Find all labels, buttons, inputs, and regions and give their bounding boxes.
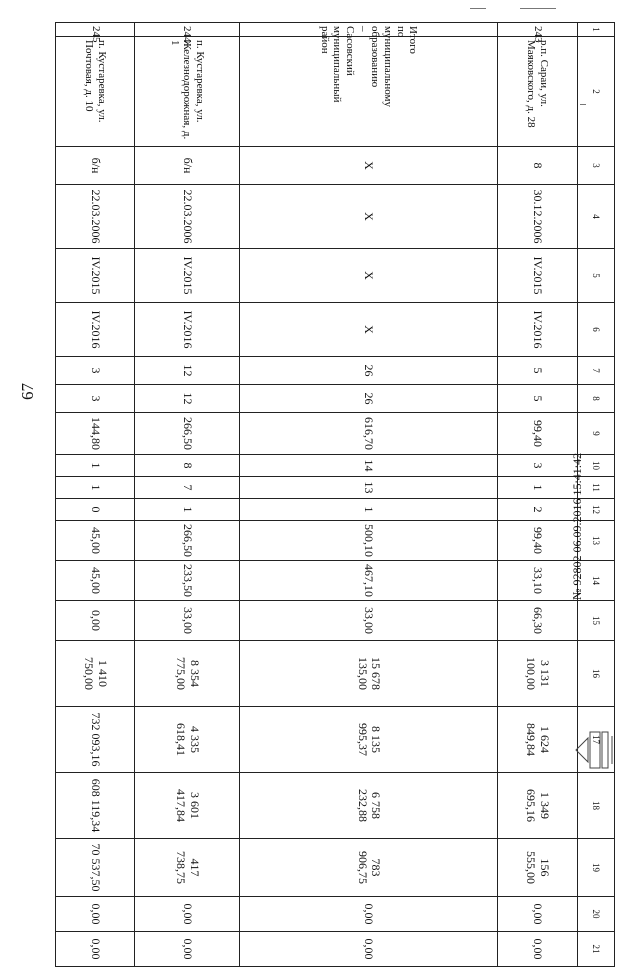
table-cell-col-4: X xyxy=(239,185,497,249)
table-cell-col-20: 0,00 xyxy=(56,897,135,932)
table-cell-col-11: 7 xyxy=(135,477,240,499)
table-cell-col-19: 417 738,75 xyxy=(135,839,240,897)
column-number-cell: 5 xyxy=(577,249,614,303)
column-number-cell: 6 xyxy=(577,303,614,357)
column-number-cell: 11 xyxy=(577,477,614,499)
table-cell-col-21: 0,00 xyxy=(498,932,577,967)
table-cell-col-10: 3 xyxy=(498,455,577,477)
table-cell-col-19: 783 906,75 xyxy=(239,839,497,897)
table-cell-col-10: 8 xyxy=(135,455,240,477)
document-stamp: № 92802 06.09.2016 15:41:42 xyxy=(570,452,584,600)
data-table xyxy=(55,22,615,967)
table-cell-col-5: IV.2015 xyxy=(498,249,577,303)
column-number-cell: 20 xyxy=(577,897,614,932)
column-number-cell: 14 xyxy=(577,561,614,601)
table-cell-col-20: 0,00 xyxy=(239,897,497,932)
table-cell-col-1: 243 xyxy=(498,23,577,37)
table-cell-col-5: X xyxy=(239,249,497,303)
column-number-cell: 2 xyxy=(577,37,614,147)
table-cell-col-6: IV.2016 xyxy=(135,303,240,357)
table-cell-col-16: 8 354 775,00 xyxy=(135,641,240,707)
table-cell-col-9: 99,40 xyxy=(498,413,577,455)
table-cell-col-7: 12 xyxy=(135,357,240,385)
table-cell-col-14: 233,50 xyxy=(135,561,240,601)
table-cell-col-17: 8 135 995,37 xyxy=(239,707,497,773)
rotated-table-container xyxy=(55,22,615,960)
table-cell-col-7: 5 xyxy=(498,357,577,385)
table-cell-col-16: 3 131 100,00 xyxy=(498,641,577,707)
table-cell-col-1: 245 xyxy=(56,23,135,37)
table-cell-col-15: 33,00 xyxy=(239,601,497,641)
table-cell-col-18: 1 349 695,16 xyxy=(498,773,577,839)
column-number-cell: 17 xyxy=(577,707,614,773)
table-cell-col-8: 12 xyxy=(135,385,240,413)
table-cell-col-9: 144,80 xyxy=(56,413,135,455)
table-cell-col-16: 1 410 750,00 xyxy=(56,641,135,707)
column-number-cell: 18 xyxy=(577,773,614,839)
table-rotation-wrapper xyxy=(55,22,615,960)
column-number-cell: 7 xyxy=(577,357,614,385)
table-cell-col-11: 1 xyxy=(56,477,135,499)
table-cell-col-7: 3 xyxy=(56,357,135,385)
column-number-cell: 12 xyxy=(577,499,614,521)
table-cell-col-2: п. Кустаревка, ул. Железнодорожная, д. 1 xyxy=(135,37,240,147)
column-number-cell: 10 xyxy=(577,455,614,477)
table-row xyxy=(239,23,497,967)
table-cell-col-21: 0,00 xyxy=(239,932,497,967)
table-cell-col-15: 0,00 xyxy=(56,601,135,641)
table-cell-col-19: 156 555,00 xyxy=(498,839,577,897)
table-cell-col-14: 467,10 xyxy=(239,561,497,601)
table-row xyxy=(135,23,240,967)
table-cell-col-13: 266,50 xyxy=(135,521,240,561)
table-cell-col-11: 13 xyxy=(239,477,497,499)
table-cell-col-15: 66,30 xyxy=(498,601,577,641)
table-cell-col-14: 33,10 xyxy=(498,561,577,601)
table-cell-col-6: X xyxy=(239,303,497,357)
table-cell-col-1: 244 xyxy=(135,23,240,37)
table-cell-col-1: Итого по муниципальному образованию – Сасовский муниципальный район xyxy=(239,23,497,37)
table-cell-col-4: 30.12.2006 xyxy=(498,185,577,249)
scan-mark xyxy=(520,8,556,9)
column-number-cell: 13 xyxy=(577,521,614,561)
table-cell-col-18: 608 119,34 xyxy=(56,773,135,839)
table-cell-col-6: IV.2016 xyxy=(56,303,135,357)
table-cell-col-10: 14 xyxy=(239,455,497,477)
table-cell-col-3: 8 xyxy=(498,147,577,185)
table-cell-col-12: 1 xyxy=(135,499,240,521)
column-number-cell: 9 xyxy=(577,413,614,455)
table-cell-col-13: 45,00 xyxy=(56,521,135,561)
table-cell-col-12: 0 xyxy=(56,499,135,521)
column-number-cell: 19 xyxy=(577,839,614,897)
column-number-cell: 1 xyxy=(577,23,614,37)
registry-logo-icon xyxy=(572,730,628,770)
table-cell-col-8: 3 xyxy=(56,385,135,413)
table-cell-col-11: 1 xyxy=(498,477,577,499)
table-cell-col-19: 70 537,50 xyxy=(56,839,135,897)
table-cell-col-6: IV.2016 xyxy=(498,303,577,357)
table-cell-col-8: 5 xyxy=(498,385,577,413)
table-cell-col-21: 0,00 xyxy=(135,932,240,967)
table-cell-col-3: б/н xyxy=(135,147,240,185)
table-row xyxy=(56,23,135,967)
table-cell-col-13: 99,40 xyxy=(498,521,577,561)
column-number-cell: 4 xyxy=(577,185,614,249)
table-cell-col-16: 15 678 135,00 xyxy=(239,641,497,707)
table-cell-col-20: 0,00 xyxy=(135,897,240,932)
table-cell-col-2: р.п. Сараи, ул. Маяковского, д. 28 xyxy=(498,37,577,147)
table-cell-col-3: X xyxy=(239,147,497,185)
column-number-cell: 21 xyxy=(577,932,614,967)
table-cell-col-9: 616,70 xyxy=(239,413,497,455)
table-cell-col-17: 732 093,16 xyxy=(56,707,135,773)
table-cell-col-8: 26 xyxy=(239,385,497,413)
table-cell-col-7: 26 xyxy=(239,357,497,385)
table-cell-col-18: 6 758 232,88 xyxy=(239,773,497,839)
table-cell-col-2: п. Кустаревка, ул. Почтовая, д. 10 xyxy=(56,37,135,147)
table-cell-col-4: 22.03.2006 xyxy=(56,185,135,249)
table-cell-col-14: 45,00 xyxy=(56,561,135,601)
table-cell-col-5: IV.2015 xyxy=(56,249,135,303)
column-number-cell: 16 xyxy=(577,641,614,707)
table-cell-col-21: 0,00 xyxy=(56,932,135,967)
table-cell-col-18: 3 601 417,84 xyxy=(135,773,240,839)
table-cell-col-20: 0,00 xyxy=(498,897,577,932)
table-cell-col-12: 1 xyxy=(239,499,497,521)
table-cell-col-17: 1 624 849,84 xyxy=(498,707,577,773)
table-cell-col-3: б/н xyxy=(56,147,135,185)
page-number: 67 xyxy=(18,383,37,400)
column-number-cell: 3 xyxy=(577,147,614,185)
table-cell-col-13: 500,10 xyxy=(239,521,497,561)
table-cell-col-4: 22.03.2006 xyxy=(135,185,240,249)
column-number-cell: 8 xyxy=(577,385,614,413)
table-cell-col-15: 33,00 xyxy=(135,601,240,641)
scan-mark xyxy=(580,104,586,105)
table-cell-col-9: 266,50 xyxy=(135,413,240,455)
column-number-cell: 15 xyxy=(577,601,614,641)
table-row xyxy=(498,23,577,967)
table-cell-col-5: IV.2015 xyxy=(135,249,240,303)
table-cell-col-17: 4 335 618,41 xyxy=(135,707,240,773)
table-cell-col-10: 1 xyxy=(56,455,135,477)
table-cell-col-12: 2 xyxy=(498,499,577,521)
scan-mark xyxy=(470,8,486,9)
